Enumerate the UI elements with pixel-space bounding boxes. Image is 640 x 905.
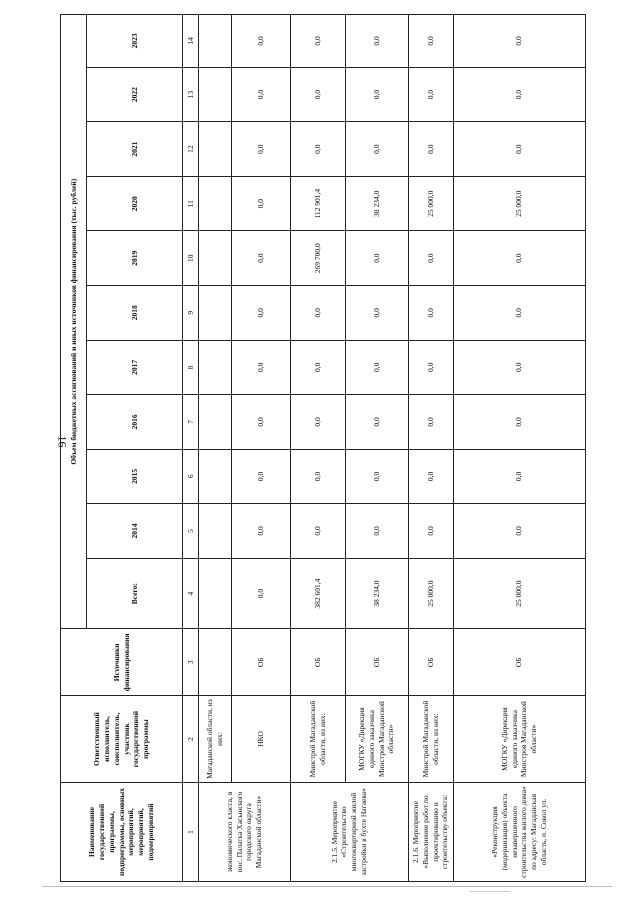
column-number: 10 — [183, 231, 199, 286]
executor-cell: Минстрой Магаданской области, из них: — [408, 696, 453, 783]
value-cell — [199, 231, 232, 286]
header-name: Наименование государственной программы, подпрограммы, основных мероприятий, мероприятий, подмероприятий — [61, 783, 183, 882]
column-number: 9 — [183, 286, 199, 341]
value-cell: 0,0 — [408, 395, 453, 450]
column-number: 1 — [183, 783, 199, 882]
value-cell — [199, 286, 232, 341]
value-cell: 0,0 — [408, 122, 453, 177]
program-name-cell: «Реконструкция (модернизация) объекта незавершенного строительства жилого дома» по адресу: Магаданская область, п. Сокол ул. — [453, 783, 585, 882]
value-cell: 0,0 — [345, 449, 408, 504]
column-number: 4 — [183, 558, 199, 629]
column-number: 13 — [183, 67, 199, 122]
header-year: 2015 — [87, 449, 183, 504]
value-cell: 0,0 — [231, 340, 290, 395]
value-cell — [199, 176, 232, 231]
header-year: 2022 — [87, 67, 183, 122]
rotated-table-wrapper — [60, 14, 586, 882]
value-cell — [199, 67, 232, 122]
value-cell: 0,0 — [290, 395, 345, 450]
value-cell — [199, 340, 232, 395]
value-cell: 112 901,4 — [290, 176, 345, 231]
value-cell: 0,0 — [345, 504, 408, 559]
value-cell — [199, 449, 232, 504]
header-year: 2018 — [87, 286, 183, 341]
scan-edge-mark — [470, 891, 510, 892]
value-cell: 0,0 — [408, 504, 453, 559]
value-cell: 0,0 — [453, 340, 585, 395]
value-cell: 269 700,0 — [290, 231, 345, 286]
column-number: 2 — [183, 696, 199, 783]
value-cell — [199, 15, 232, 68]
value-cell: 0,0 — [231, 286, 290, 341]
value-cell: 0,0 — [453, 504, 585, 559]
executor-cell: МОГКУ «Дирекция единого заказчика Минстроя Магаданской области» — [345, 696, 408, 783]
value-cell: 0,0 — [290, 340, 345, 395]
table-row — [408, 15, 453, 882]
value-cell: 0,0 — [408, 449, 453, 504]
value-cell: 25 000,0 — [453, 176, 585, 231]
value-cell: 0,0 — [453, 122, 585, 177]
value-cell: 0,0 — [345, 395, 408, 450]
header-funding-group: Объем бюджетных ассигнований и иных источников финансирования (тыс. рублей) — [61, 15, 87, 629]
source-cell: ОБ — [345, 629, 408, 696]
executor-cell: НКО — [231, 696, 290, 783]
value-cell: 0,0 — [290, 449, 345, 504]
value-cell: 0,0 — [231, 67, 290, 122]
value-cell: 0,0 — [453, 67, 585, 122]
executor-cell: МОГКУ «Дирекция единого заказчика Минстроя Магаданской области» — [453, 696, 585, 783]
value-cell: 0,0 — [231, 231, 290, 286]
header-year: 2020 — [87, 176, 183, 231]
header-executor: Ответственный исполнитель, соисполнитель, участник государственной программы — [61, 696, 183, 783]
value-cell: 0,0 — [408, 340, 453, 395]
header-year: 2023 — [87, 15, 183, 68]
total-cell: 382 601,4 — [290, 558, 345, 629]
value-cell: 0,0 — [290, 122, 345, 177]
page-number: 16 — [55, 435, 70, 448]
value-cell: 0,0 — [345, 15, 408, 68]
header-year: 2021 — [87, 122, 183, 177]
total-cell: 38 234,0 — [345, 558, 408, 629]
table-row — [453, 15, 585, 882]
column-number: 6 — [183, 449, 199, 504]
value-cell: 0,0 — [345, 67, 408, 122]
header-source: Источники финансирования — [61, 629, 183, 696]
header-year: 2019 — [87, 231, 183, 286]
header-year: 2016 — [87, 395, 183, 450]
total-cell: 0,0 — [231, 558, 290, 629]
total-cell: 25 000,0 — [453, 558, 585, 629]
source-cell: ОБ — [290, 629, 345, 696]
value-cell: 0,0 — [345, 286, 408, 341]
value-cell — [199, 395, 232, 450]
value-cell: 0,0 — [231, 15, 290, 68]
value-cell: 38 234,0 — [345, 176, 408, 231]
value-cell — [199, 504, 232, 559]
value-cell: 0,0 — [290, 286, 345, 341]
header-year: 2014 — [87, 504, 183, 559]
value-cell: 0,0 — [345, 231, 408, 286]
executor-cell: Минстрой Магаданской области, из них: — [290, 696, 345, 783]
value-cell: 0,0 — [408, 286, 453, 341]
value-cell: 0,0 — [231, 176, 290, 231]
column-number: 3 — [183, 629, 199, 696]
value-cell: 0,0 — [290, 67, 345, 122]
table-row — [290, 15, 345, 882]
source-cell: ОБ — [408, 629, 453, 696]
value-cell: 0,0 — [231, 395, 290, 450]
value-cell: 0,0 — [290, 15, 345, 68]
column-number: 8 — [183, 340, 199, 395]
value-cell: 0,0 — [290, 504, 345, 559]
program-name-cell: экономического класса, в пос. Палатка Хасынского городского округа Магаданской области» — [199, 783, 291, 882]
table-row — [345, 15, 408, 882]
executor-cell: Магаданской области, из них: — [199, 696, 232, 783]
value-cell: 0,0 — [231, 504, 290, 559]
total-cell: 25 000,0 — [408, 558, 453, 629]
value-cell: 0,0 — [345, 340, 408, 395]
total-cell — [199, 558, 232, 629]
header-total: Всего: — [87, 558, 183, 629]
table-row — [199, 15, 232, 882]
value-cell: 0,0 — [408, 15, 453, 68]
value-cell: 0,0 — [453, 395, 585, 450]
column-number: 7 — [183, 395, 199, 450]
value-cell: 0,0 — [408, 67, 453, 122]
column-number: 14 — [183, 15, 199, 68]
value-cell: 0,0 — [345, 122, 408, 177]
column-number: 11 — [183, 176, 199, 231]
column-number: 5 — [183, 504, 199, 559]
value-cell: 0,0 — [231, 449, 290, 504]
program-name-cell: 2.1.5. Мероприятие «Строительство многоквартирной жилой застройки в бухте Нагаева» — [290, 783, 408, 882]
value-cell — [199, 122, 232, 177]
header-year: 2017 — [87, 340, 183, 395]
source-cell: ОБ — [231, 629, 290, 696]
value-cell: 25 000,0 — [408, 176, 453, 231]
table-row — [231, 15, 290, 882]
value-cell: 0,0 — [408, 231, 453, 286]
value-cell: 0,0 — [453, 449, 585, 504]
source-cell — [199, 629, 232, 696]
program-name-cell: 2.1.6. Мероприятие «Выполнение работ по проектированию и строительству объекта: — [408, 783, 453, 882]
funding-table — [60, 14, 586, 882]
value-cell: 0,0 — [453, 231, 585, 286]
value-cell: 0,0 — [231, 122, 290, 177]
value-cell: 0,0 — [453, 15, 585, 68]
source-cell: ОБ — [453, 629, 585, 696]
value-cell: 0,0 — [453, 286, 585, 341]
column-number: 12 — [183, 122, 199, 177]
scan-edge-line — [42, 886, 612, 887]
